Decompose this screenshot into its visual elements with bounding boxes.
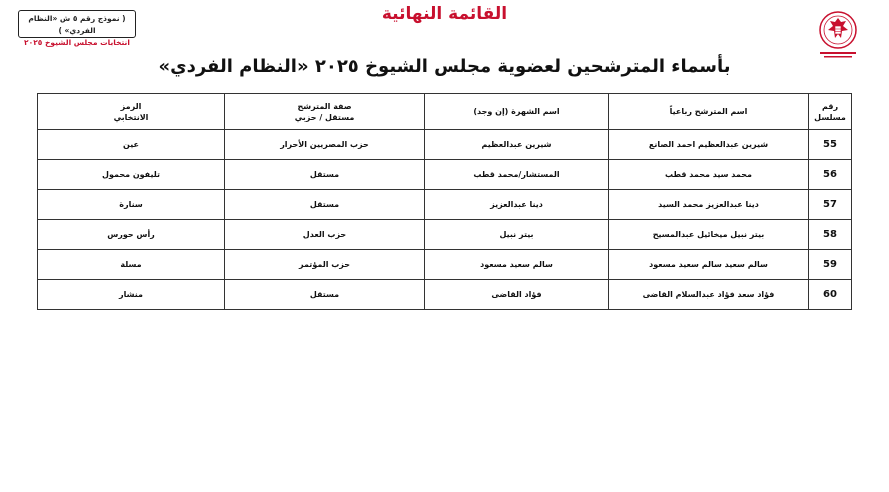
cell-status: حزب المؤتمر — [225, 250, 425, 280]
cell-candidate-name: فؤاد سعد فؤاد عبدالسلام القاضى — [609, 280, 809, 310]
cell-status: حزب المصريين الأحرار — [225, 130, 425, 160]
column-header-symbol: الرمز الانتخابي — [38, 94, 225, 130]
table-header-row — [38, 94, 852, 130]
cell-alias: فؤاد القاضى — [425, 280, 609, 310]
table-row — [38, 190, 852, 220]
cell-serial: 60 — [809, 280, 852, 310]
cell-status: مستقل — [225, 190, 425, 220]
cell-serial: 59 — [809, 250, 852, 280]
table-row — [38, 130, 852, 160]
cell-serial: 57 — [809, 190, 852, 220]
form-number-label: ( نموذج رقم ٥ ش «النظام الفردي» ) — [28, 14, 126, 35]
table-row — [38, 250, 852, 280]
cell-alias: بيتر نبيل — [425, 220, 609, 250]
cell-status: حزب العدل — [225, 220, 425, 250]
cell-symbol: رأس حورس — [38, 220, 225, 250]
cell-alias: شيرين عبدالعظيم — [425, 130, 609, 160]
table-row — [38, 220, 852, 250]
cell-symbol: عين — [38, 130, 225, 160]
form-election-label: انتخابات مجلس الشيوخ ٢٠٢٥ — [24, 38, 130, 47]
cell-alias: سالم سعيد مسعود — [425, 250, 609, 280]
cell-status: مستقل — [225, 280, 425, 310]
cell-alias: المستشار/محمد قطب — [425, 160, 609, 190]
cell-serial: 55 — [809, 130, 852, 160]
table-row — [38, 160, 852, 190]
column-header-serial: رقم مسلسل — [809, 94, 852, 130]
cell-candidate-name: دينا عبدالعزيز محمد السيد — [609, 190, 809, 220]
cell-candidate-name: محمد سيد محمد قطب — [609, 160, 809, 190]
final-list-title: القائمة النهائية — [381, 4, 508, 24]
cell-status: مستقل — [225, 160, 425, 190]
cell-candidate-name: بيتر نبيل ميخائيل عبدالمسيح — [609, 220, 809, 250]
cell-alias: دينا عبدالعزيز — [425, 190, 609, 220]
candidates-table — [37, 93, 852, 310]
cell-symbol: منشار — [38, 280, 225, 310]
page-subtitle: بأسماء المترشحين لعضوية مجلس الشيوخ ٢٠٢٥ «النظام الفردي» — [158, 56, 731, 77]
national-elections-authority-logo-icon — [806, 8, 870, 60]
cell-symbol: سنارة — [38, 190, 225, 220]
cell-symbol: تليفون محمول — [38, 160, 225, 190]
column-header-candidate-name: اسم المترشح رباعياً — [609, 94, 809, 130]
cell-serial: 56 — [809, 160, 852, 190]
column-header-status: صفة المترشح مستقل / حزبي — [225, 94, 425, 130]
cell-symbol: مسلة — [38, 250, 225, 280]
table-row — [38, 280, 852, 310]
cell-candidate-name: سالم سعيد سالم سعيد مسعود — [609, 250, 809, 280]
cell-candidate-name: شيرين عبدالعظيم احمد الصانع — [609, 130, 809, 160]
column-header-alias: اسم الشهرة (إن وجد) — [425, 94, 609, 130]
cell-serial: 58 — [809, 220, 852, 250]
